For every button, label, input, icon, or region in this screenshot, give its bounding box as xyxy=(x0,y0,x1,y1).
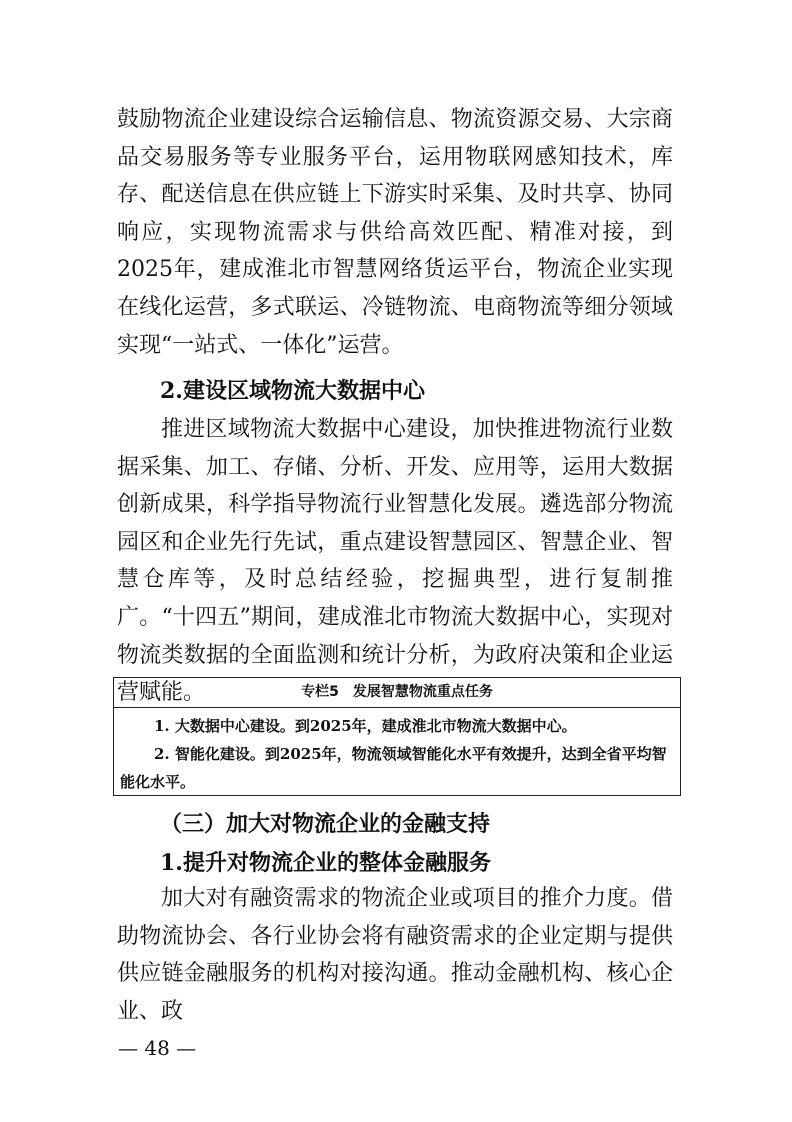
special-column-body xyxy=(114,708,680,796)
section-heading-financial-service: 1.提升对物流企业的整体金融服务 xyxy=(160,850,491,876)
page-number: — 48 — xyxy=(118,1036,197,1060)
section-heading-financial-support: （三）加大对物流企业的金融支持 xyxy=(160,811,491,837)
section-heading-big-data-center: 2.建设区域物流大数据中心 xyxy=(160,378,425,404)
paragraph-platforms: 鼓励物流企业建设综合运输信息、物流资源交易、大宗商品交易服务等专业服务平台，运用物联网感知技术，库存、配送信息在供应链上下游实时采集、及时共享、协同响应，实现物流需求与供给高效匹配、精准对接，到2025年，建成淮北市智慧网络货运平台，物流企业实现在线化运营，多式联运、冷链物流、电商物流等细分领域实现“一站式、一体化”运营。 xyxy=(117,107,673,358)
paragraph-big-data-center: 推进区域物流大数据中心建设，加快推进物流行业数据采集、加工、存储、分析、开发、应用等，运用大数据创新成果，科学指导物流行业智慧化发展。遴选部分物流园区和企业先行先试，重点建设智慧园区、智慧企业、智慧仓库等，及时总结经验，挖掘典型，进行复制推广。“十四五”期间，建成淮北市物流大数据中心，实现对物流类数据的全面监测和统计分析，为政府决策和企业运营赋能。 xyxy=(117,417,673,706)
special-column-item: 2. 智能化建设。到2025年，物流领域智能化水平有效提升，达到全省平均智能化水平。 xyxy=(120,745,667,791)
special-column-item: 1. 大数据中心建设。到2025年，建成淮北市物流大数据中心。 xyxy=(154,717,577,735)
special-column-box xyxy=(113,677,681,796)
special-column-title: 专栏5 发展智慧物流重点任务 xyxy=(114,678,680,708)
paragraph-financial-service: 加大对有融资需求的物流企业或项目的推介力度。借助物流协会、各行业协会将有融资需求的企业定期与提供供应链金融服务的机构对接沟通。推动金融机构、核心企业、政 xyxy=(117,886,673,1024)
